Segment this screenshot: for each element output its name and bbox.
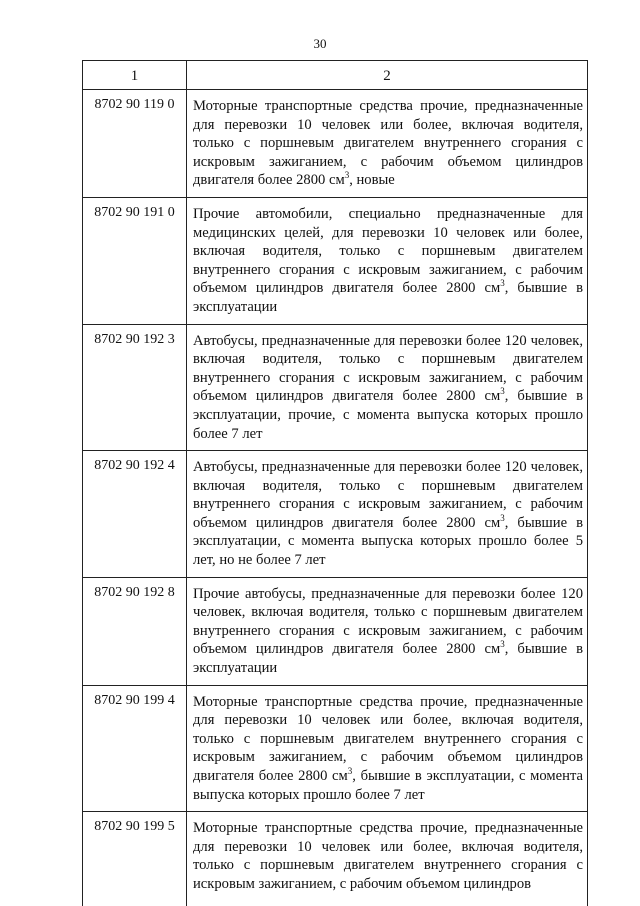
- goods-description: [187, 685, 588, 812]
- description-tail: , новые: [349, 172, 395, 189]
- unit-superscript: 3: [347, 766, 353, 777]
- table-row: [83, 812, 588, 906]
- tariff-code: 8702 90 191 0: [83, 197, 187, 324]
- table-row: [83, 197, 588, 324]
- description-text: Прочие автомобили, специально предназначенные для медицинских целей, для перевозки 10 человек или более, включая водителя, только с поршневым двигателем внутреннего сгорания с искровым зажиганием, с рабочим объемом цилиндров двигателя более 2800 см: [193, 205, 583, 297]
- goods-description: [187, 197, 588, 324]
- description-text: Автобусы, предназначенные для перевозки более 120 человек, включая водителя, только с поршневым двигателем внутреннего сгорания с искровым зажиганием, с рабочим объемом цилиндров двигателя более 2800 см: [193, 332, 583, 405]
- table-row: [83, 90, 588, 198]
- description-tail: , бывшие в эксплуатации, с момента выпуска которых прошло более 5 лет, но не более 7 лет: [193, 514, 583, 569]
- unit-superscript: 3: [500, 386, 505, 397]
- page-number: 30: [313, 36, 327, 51]
- goods-description: [187, 90, 588, 198]
- goods-description: [187, 451, 588, 578]
- table-row: [83, 577, 588, 685]
- table-row: [83, 451, 588, 578]
- description-text: Моторные транспортные средства прочие, предназначенные для перевозки 10 человек или более, включая водителя, только с поршневым двигателем внутреннего сгорания с искровым зажиганием, с рабочим объемом цилиндров двигателя более 2800 см: [193, 693, 583, 784]
- tariff-code: 8702 90 199 4: [83, 685, 187, 812]
- unit-superscript: 3: [500, 639, 505, 650]
- column-header-description: 2: [187, 61, 588, 90]
- description-tail: , бывшие в эксплуатации, прочие, с момента выпуска которых прошло более 7 лет: [193, 388, 583, 442]
- tariff-code: 8702 90 192 8: [83, 577, 187, 685]
- table-row: [83, 324, 588, 451]
- unit-superscript: 3: [344, 170, 350, 181]
- description-text: Моторные транспортные средства прочие, предназначенные для перевозки 10 человек или более, включая водителя, только с поршневым двигателем внутреннего сгорания с искровым зажиганием, с рабочим объемом цилиндров: [193, 820, 583, 892]
- goods-description: [187, 324, 588, 451]
- table-row: [83, 685, 588, 812]
- description-text: Автобусы, предназначенные для перевозки более 120 человек, включая водителя, только с поршневым двигателем внутреннего сгорания с искровым зажиганием, с рабочим объемом цилиндров двигателя более 2800 см: [193, 459, 583, 531]
- tariff-code: 8702 90 192 3: [83, 324, 187, 451]
- unit-superscript: 3: [500, 513, 505, 524]
- description-tail: , бывшие в эксплуатации: [193, 641, 583, 677]
- description-text: Прочие автобусы, предназначенные для перевозки более 120 человек, включая водителя, только с поршневым двигателем внутреннего сгорания с искровым зажиганием, с рабочим объемом цилиндров двигателя более 2800 см: [193, 585, 583, 658]
- tariff-table: [82, 60, 588, 906]
- tariff-code: 8702 90 119 0: [83, 90, 187, 198]
- column-header-code: 1: [83, 61, 187, 90]
- description-tail: , бывшие в эксплуатации: [193, 280, 583, 315]
- goods-description: [187, 812, 588, 906]
- goods-description: [187, 577, 588, 685]
- tariff-code: 8702 90 199 5: [83, 812, 187, 906]
- unit-superscript: 3: [500, 278, 505, 289]
- table-header-row: [83, 61, 588, 90]
- tariff-code: 8702 90 192 4: [83, 451, 187, 578]
- description-tail: , бывшие в эксплуатации, с момента выпуска которых прошло более 7 лет: [193, 768, 583, 803]
- description-text: Моторные транспортные средства прочие, предназначенные для перевозки 10 человек или более, включая водителя, только с поршневым двигателем внутреннего сгорания с искровым зажиганием, с рабочим объемом цилиндров двигателя более 2800 см: [193, 98, 583, 189]
